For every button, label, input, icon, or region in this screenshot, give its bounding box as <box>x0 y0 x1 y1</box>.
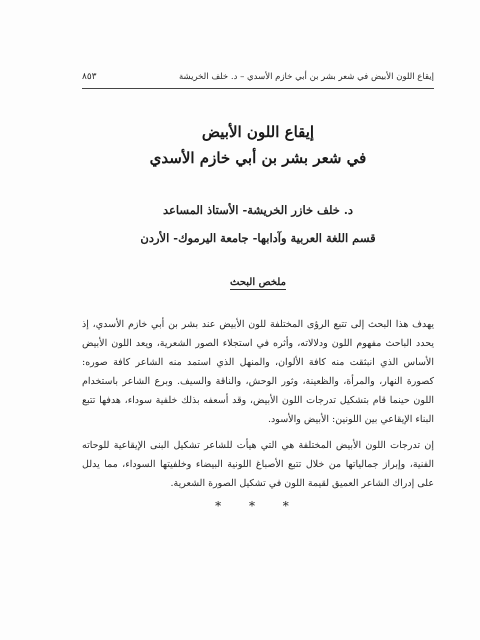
page-number: ٨٥٣ <box>82 72 97 82</box>
header-rule <box>82 88 434 89</box>
author-name: د. خلف خازر الخريشة- الأستاذ المساعد <box>162 203 354 217</box>
abstract-heading-text: ملخص البحث <box>230 277 286 288</box>
article-title-line-2: في شعر بشر بن أبي خازم الأسدي <box>149 149 367 167</box>
running-header <box>82 68 434 86</box>
running-title: إيقاع اللون الأبيض في شعر بشر بن أبي خازم الأسدي – د. خلف الخريشة <box>178 72 434 82</box>
section-separator: * * * <box>215 499 301 513</box>
article-title-line-1: إيقاع اللون الأبيض <box>201 123 315 141</box>
abstract-paragraph-2: إن تدرجات اللون الأبيض المختلفة هي التي هيأت للشاعر تشكيل البنى الإيقاعية للوحاته الفنية، وإبراز جمالياتها من خلال تتبع الأصباغ اللونية البيضاء وخلفيتها السوداء، مما يدلل على إدراك الشاعر العميق لقيمة اللون في تشكيل الصورة الشعرية. <box>82 440 434 489</box>
author-affiliation: قسم اللغة العربية وآدابها- جامعة اليرموك- الأردن <box>140 231 376 245</box>
abstract-heading <box>82 277 434 288</box>
abstract-paragraph-1: يهدف هذا البحث إلى تتبع الرؤى المختلفة للون الأبيض عند بشر بن أبي خازم الأسدي، إذ يحدد الباحث مفهوم اللون ودلالاته، وأثره في استجلاء الصور الشعرية، ويعد اللون الأبيض الأساس الذي انبثقت منه كافة الألوان، والمنهل الذي استمد منه الشاعر كافة صوره: كصورة النهار، والمرأة، والظعينة، وثور الوحش، والناقة والسيف. وبرع الشاعر باستخدام اللون حينما قام بتشكيل تدرجات اللون الأبيض، وقد أسعفه بذلك خلفية سوداء، هدفها تتبع البناء الإيقاعي بين اللونين: الأبيض والأسود. <box>82 319 434 425</box>
